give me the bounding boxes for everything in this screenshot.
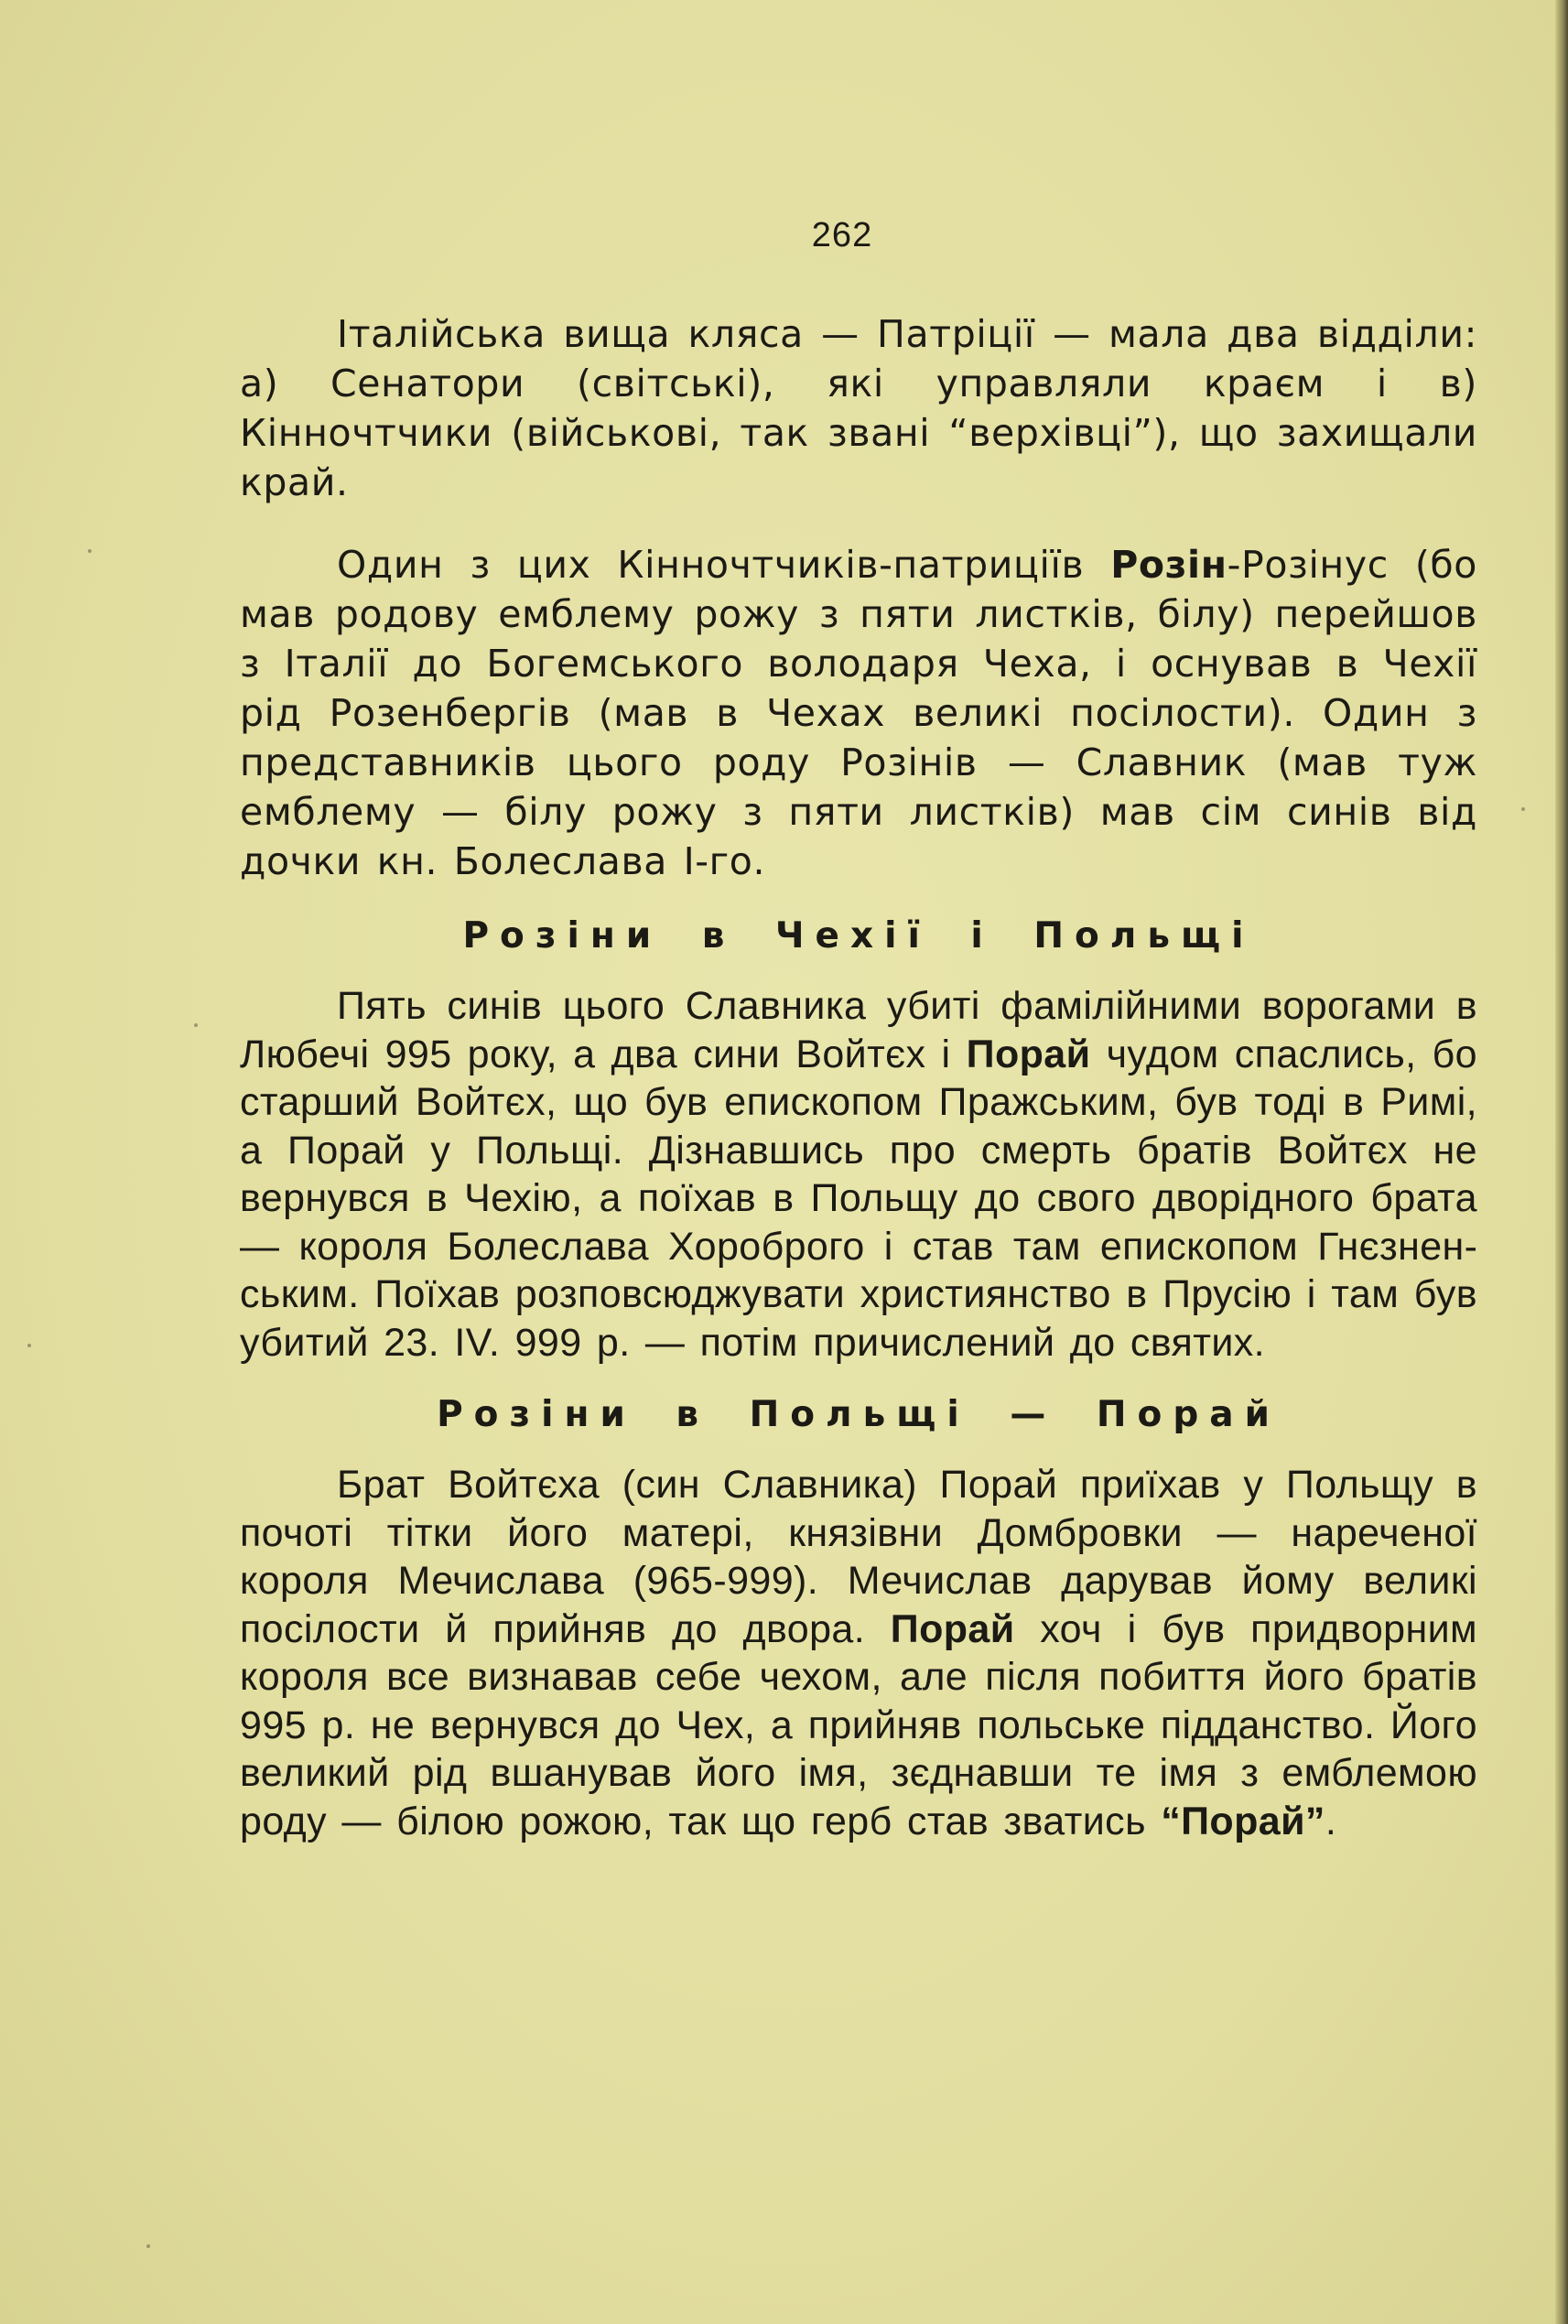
bold-name-poraj: Порай	[966, 1032, 1091, 1076]
paragraph-rozin-origin	[240, 540, 1477, 886]
page-edge-shadow	[1555, 0, 1568, 2324]
paper-speck	[27, 1344, 31, 1347]
section-heading-poland-poraj: Розіни в Польщі — Порай	[437, 1394, 1281, 1435]
paper-speck	[146, 2244, 150, 2248]
paragraph-slavnik-sons-rest: чудом спаслись, бо старший Войтєх, що був епископом Пражським, був тоді в Римі, а Порай у Польщі. Дізнавшись про смерть братів Войтєх не вернувся в Чехію, а поїхав в Польщу до свого дворідного брата — короля Болеслава Хороброго і став там епископом Гнєзненським. Поїхав розповсюджувати християнство в Прусію і там був убитий 23. IV. 999 р. — потім причислений до святих.	[240, 1032, 1477, 1365]
text-column	[240, 309, 1477, 1845]
bold-coat-of-arms-poraj: “Порай”	[1161, 1799, 1325, 1843]
paper-speck	[194, 1023, 198, 1027]
page-number: 262	[811, 216, 873, 254]
paper-speck	[1521, 807, 1525, 811]
bold-name-rozin: Розін	[1110, 543, 1227, 587]
paragraph-patricians: Італійська вища кляса — Патріції — мала два відділи: а) Сенатори (світські), які управляли краєм і в) Кінночтчики (військові, так звані “верхівці”), що захищали край.	[240, 312, 1477, 504]
section-heading-czechia-poland: Розіни в Чехії і Польщі	[462, 915, 1255, 957]
paragraph-poraj-end: .	[1325, 1799, 1337, 1843]
paragraph-rozin-origin-start: Один з цих Кінночтчиків-патриціїв	[337, 543, 1111, 587]
paragraph-slavnik-sons-start: Пять синів цього Славника убиті фамілійними ворогами в Любечі 995 року, а два сини Войтєх і	[240, 984, 1477, 1076]
paragraph-poraj-start: Брат Войтєха (син Славника) Порай приїхав у Польщу в почоті тітки його матері, князівни Домбровки — нареченої короля Мечислава (965-999). Мечислав дарував йому великі посілости й прийняв до двора.	[240, 1463, 1477, 1651]
paper-speck	[88, 549, 92, 553]
bold-name-poraj-2: Порай	[890, 1606, 1015, 1651]
paragraph-poraj-in-poland	[240, 1461, 1477, 1845]
paragraph-rozin-origin-rest: -Розінус (бо мав родову емблему рожу з пяти листків, білу) перейшов з Італії до Богемського володаря Чеха, і оснував в Чехії рід Розенбергів (мав в Чехах великі посілости). Один з представників цього роду Розінів — Славник (мав туж емблему — білу рожу з пяти листків) мав сім синів від дочки кн. Болеслава І-го.	[240, 543, 1477, 883]
paragraph-slavnik-sons	[240, 982, 1477, 1367]
paragraph-poraj-middle: хоч і був придворним короля все визнавав себе чехом, але після побиття його братів 995 р. не вернувся до Чех, а прийняв польське підданство. Його великий рід вшанував його імя, зєднавши те імя з емблемою роду — білою рожою, так що герб став зватись	[240, 1606, 1477, 1843]
